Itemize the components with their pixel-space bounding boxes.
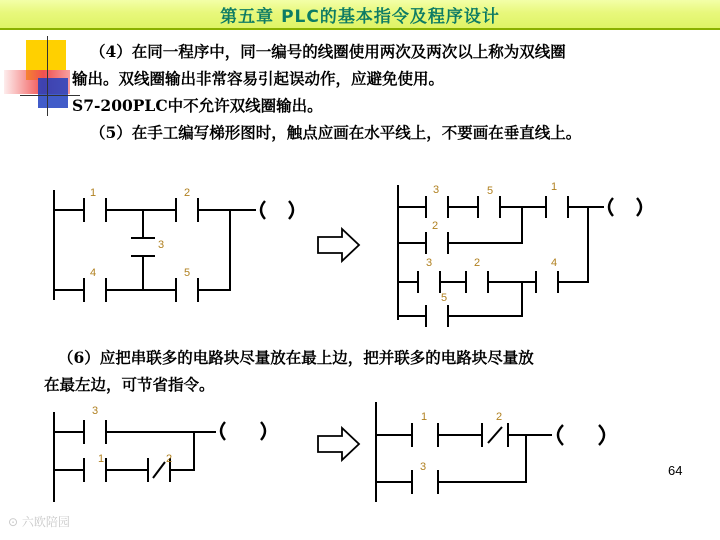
label-d1r-5b: 5	[441, 292, 448, 304]
page-title: 第五章 PLC的基本指令及程序设计	[220, 7, 500, 27]
diagram2-right	[376, 402, 552, 502]
label-d1r-3a: 3	[433, 184, 440, 196]
coil-left-paren-d2l	[221, 422, 225, 440]
paragraph-4-line-1: （4）在同一程序中，同一编号的线圈使用两次及两次以上称为双线圈	[90, 42, 566, 61]
coil-left-paren-d2r	[558, 425, 563, 445]
coil-right-paren-d1l	[289, 201, 293, 219]
label-d1r-3b: 3	[426, 257, 433, 269]
coil-right-paren-d2l	[261, 422, 265, 440]
paragraph-6-line-2: 在最左边，可节省指令。	[44, 375, 215, 394]
right-arrow-icon	[318, 229, 359, 261]
label-d1r-1: 1	[551, 181, 558, 193]
label-d2r-3: 3	[420, 461, 427, 473]
label-d1r-4: 4	[551, 257, 558, 269]
label-d1r-2b: 2	[474, 257, 481, 269]
label-d2l-3: 3	[92, 405, 99, 417]
coil-left-paren-d1l	[261, 201, 265, 219]
label-d1r-5a: 5	[487, 185, 494, 197]
label-d2r-1: 1	[421, 411, 428, 423]
diagram2-left	[54, 412, 216, 502]
coil-left-paren-d1r	[609, 198, 613, 216]
label-d1l-3: 3	[158, 239, 165, 251]
right-arrow-icon	[318, 428, 359, 460]
label-d1l-4: 4	[90, 267, 97, 279]
label-d2r-2: 2	[496, 411, 503, 423]
paragraph-6-line-1: （6）应把串联多的电路块尽量放在最上边，把并联多的电路块尽量放	[58, 348, 534, 367]
diagram1-right	[398, 185, 604, 327]
page-number: 64	[668, 463, 683, 478]
diagram1-left	[54, 190, 256, 302]
paragraph-5-line-1: （5）在手工编写梯形图时，触点应画在水平线上，不要画在垂直线上。	[90, 123, 582, 142]
label-d1l-5: 5	[184, 267, 191, 279]
label-d1l-1: 1	[90, 187, 97, 199]
label-d2l-2: 2	[166, 453, 173, 465]
coil-right-paren-d2r	[599, 425, 604, 445]
paragraph-4-line-3: S7-200PLC中不允许双线圈输出。	[72, 96, 323, 115]
label-d1l-2: 2	[184, 187, 191, 199]
watermark: ⊙ 六欧陪园	[8, 515, 70, 529]
coil-right-paren-d1r	[637, 198, 641, 216]
label-d2l-1: 1	[98, 453, 105, 465]
label-d1r-2a: 2	[432, 220, 439, 232]
paragraph-4-line-2: 输出。双线圈输出非常容易引起误动作，应避免使用。	[72, 69, 445, 88]
